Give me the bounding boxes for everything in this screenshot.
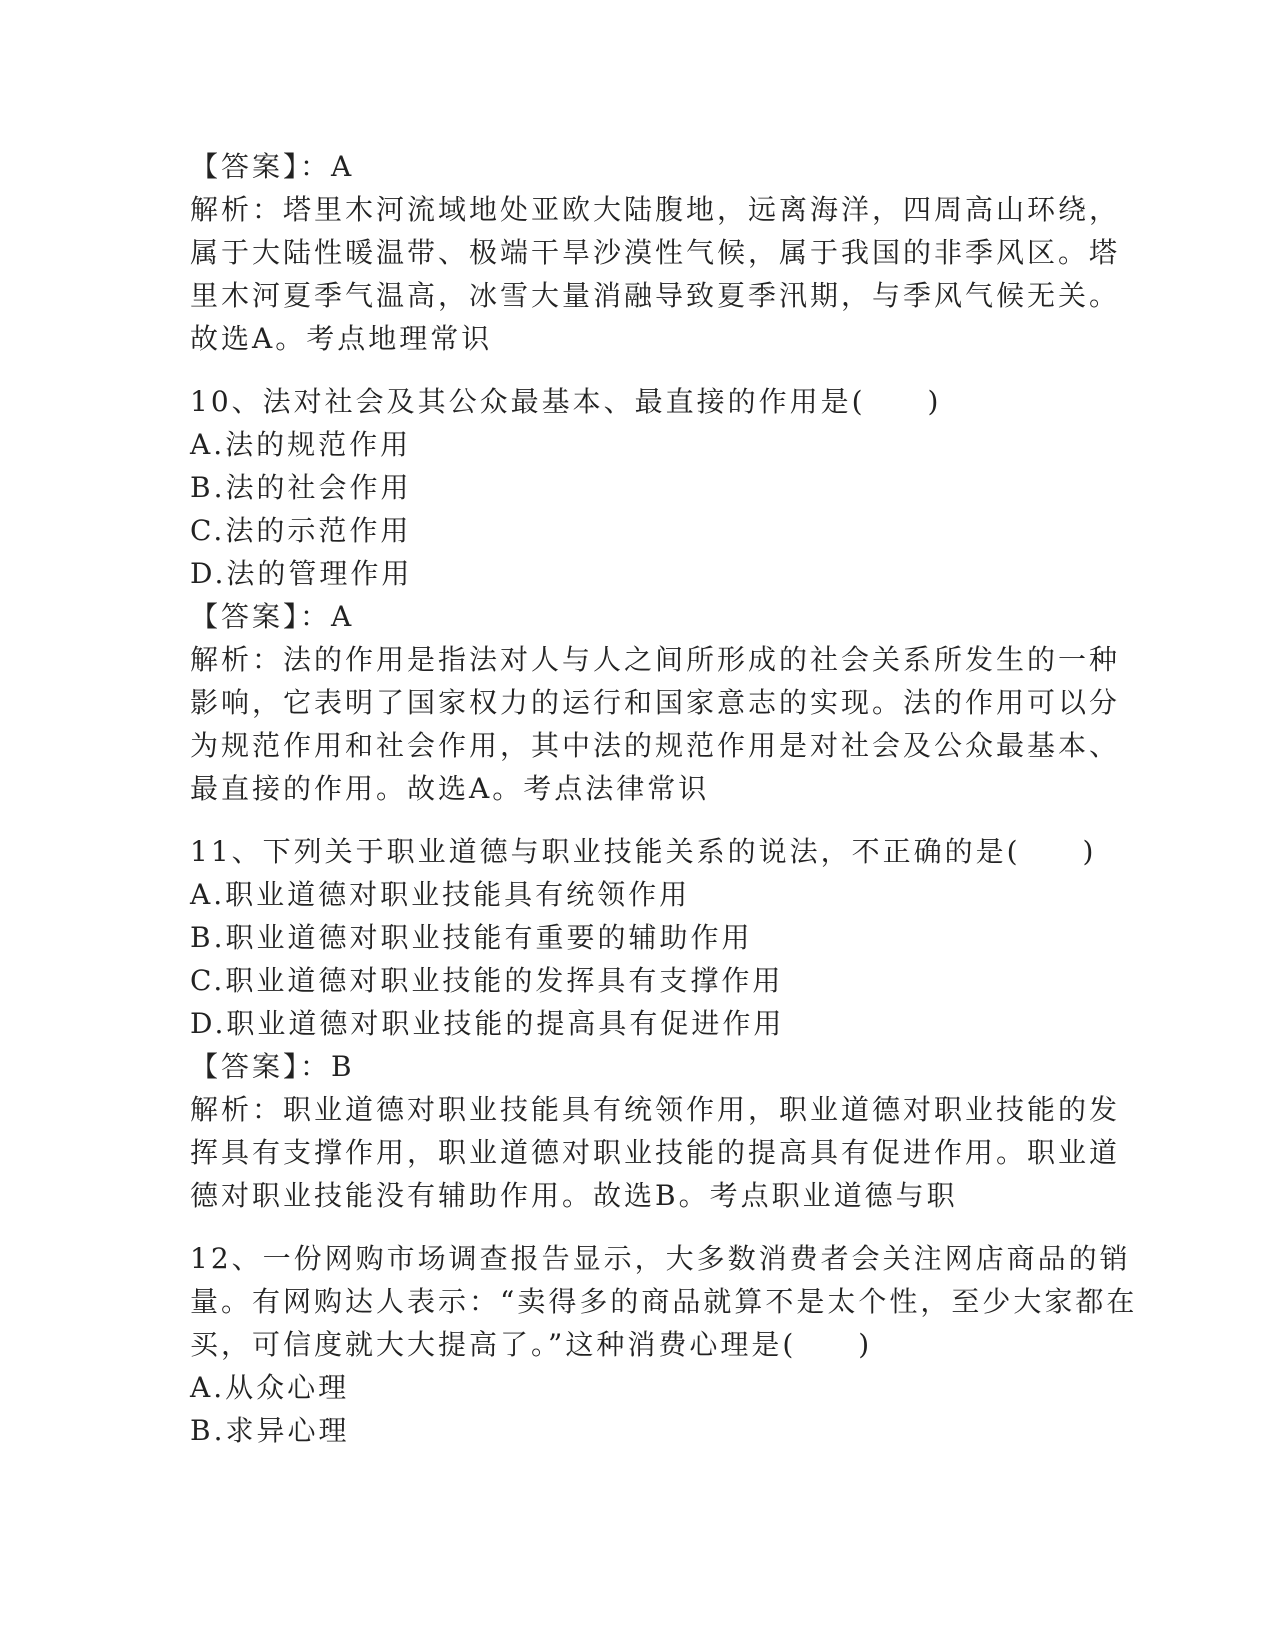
analysis-line: 属于大陆性暖温带、极端干旱沙漠性气候，属于我国的非季风区。塔 [190,236,1121,269]
option-c: C.法的示范作用 [190,514,412,547]
option-b: B.职业道德对职业技能有重要的辅助作用 [190,921,753,954]
option-d: D.法的管理作用 [190,557,413,590]
option-c: C.职业道德对职业技能的发挥具有支撑作用 [190,964,784,997]
option-a: A.法的规范作用 [190,428,412,461]
analysis-line: 影响，它表明了国家权力的运行和国家意志的实现。法的作用可以分 [190,686,1121,719]
option-a: A.从众心理 [190,1371,350,1404]
analysis-line: 为规范作用和社会作用，其中法的规范作用是对社会及公众最基本、 [190,729,1121,762]
answer-label: 【答案】：B [190,1050,355,1083]
question-text: 12、一份网购市场调查报告显示，大多数消费者会关注网店商品的销 [190,1242,1131,1275]
analysis-line: 解析：法的作用是指法对人与人之间所形成的社会关系所发生的一种 [190,643,1121,676]
answer-label: 【答案】：A [190,150,355,183]
answer-label: 【答案】：A [190,600,355,633]
option-a: A.职业道德对职业技能具有统领作用 [190,878,691,911]
analysis-line: 最直接的作用。故选A。考点法律常识 [190,772,710,805]
document-page [190,145,1138,1452]
question-text: 买，可信度就大大提高了。”这种消费心理是( ) [190,1328,873,1361]
option-d: D.职业道德对职业技能的提高具有促进作用 [190,1007,785,1040]
question-11 [190,830,1121,1217]
option-b: B.法的社会作用 [190,471,412,504]
question-text: 11、下列关于职业道德与职业技能关系的说法，不正确的是( ) [190,835,1097,868]
analysis-line: 德对职业技能没有辅助作用。故选B。考点职业道德与职 [190,1179,958,1212]
analysis-line: 挥具有支撑作用，职业道德对职业技能的提高具有促进作用。职业道 [190,1136,1121,1169]
analysis-line: 解析：职业道德对职业技能具有统领作用，职业道德对职业技能的发 [190,1093,1121,1126]
question-text: 10、法对社会及其公众最基本、最直接的作用是( ) [190,385,942,418]
option-b: B.求异心理 [190,1414,350,1447]
answer-block-9 [190,145,1121,360]
analysis-line: 解析：塔里木河流域地处亚欧大陆腹地，远离海洋，四周高山环绕， [190,193,1121,226]
question-12 [190,1237,1138,1452]
analysis-line: 里木河夏季气温高，冰雪大量消融导致夏季汛期，与季风气候无关。 [190,279,1121,312]
question-text: 量。有网购达人表示：“卖得多的商品就算不是太个性，至少大家都在 [190,1285,1138,1318]
question-10 [190,380,1121,810]
analysis-line: 故选A。考点地理常识 [190,322,493,355]
